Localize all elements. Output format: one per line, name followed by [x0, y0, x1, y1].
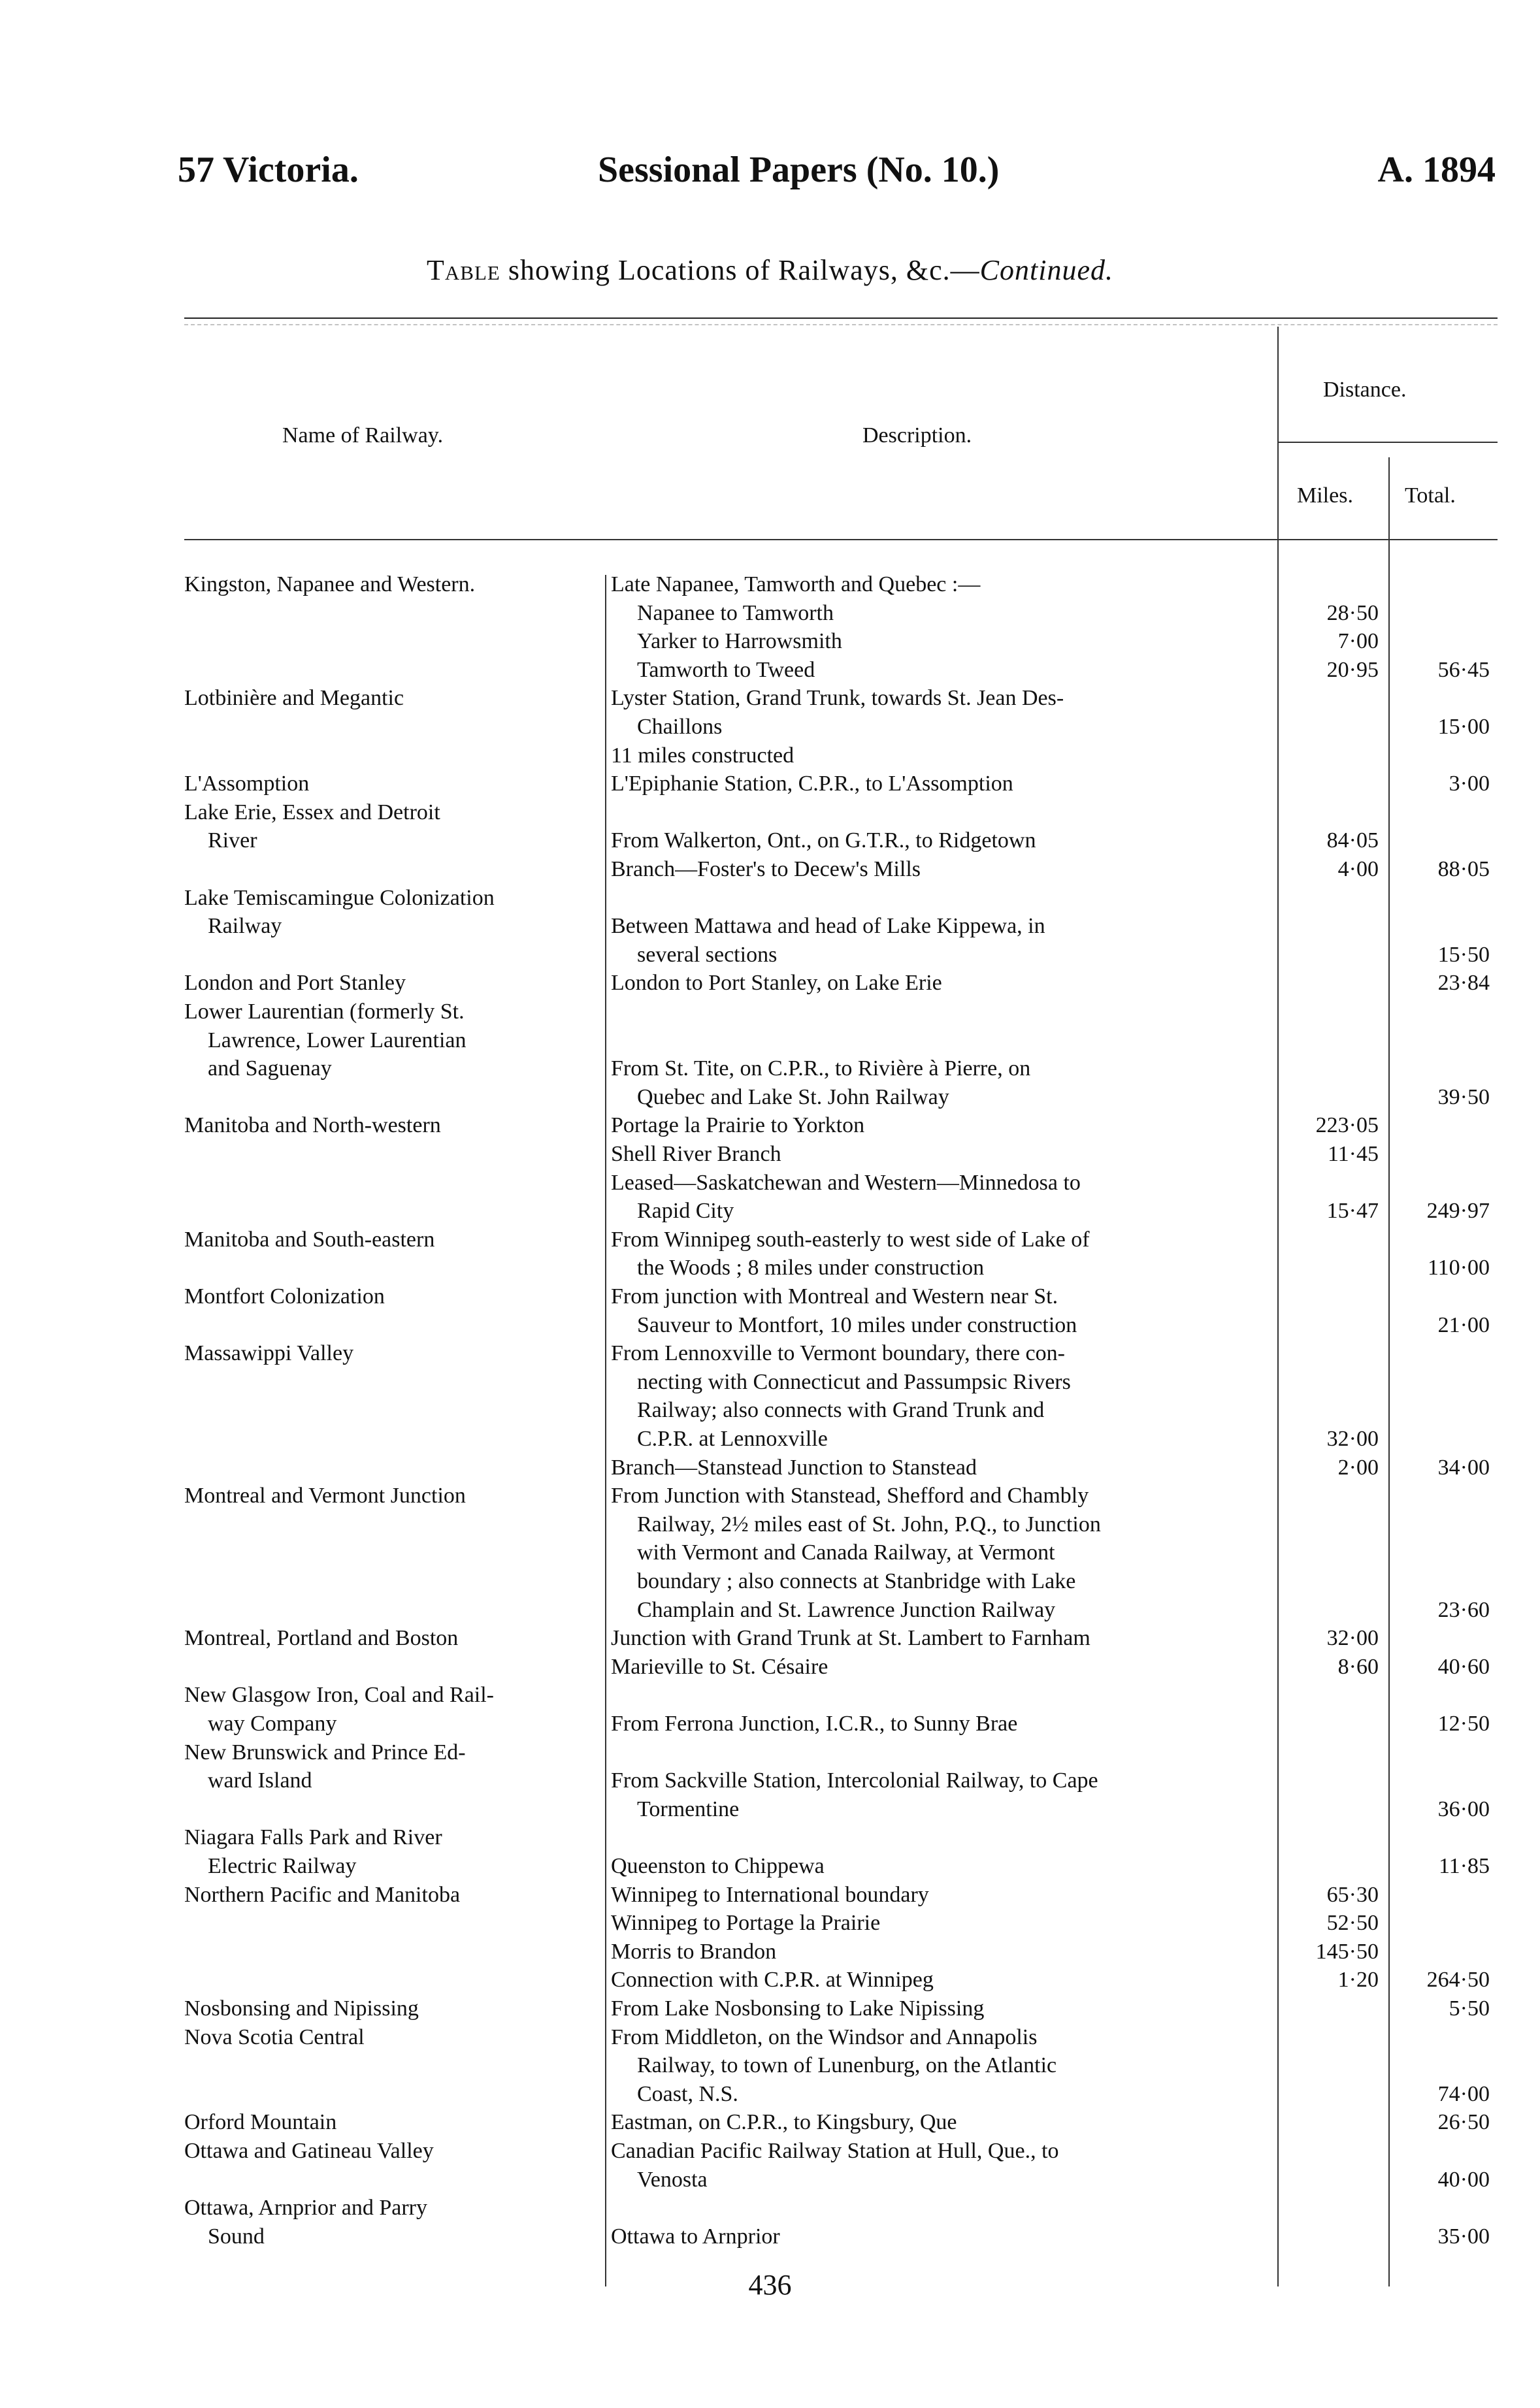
total-value: 36·00	[1437, 1797, 1490, 1821]
railway-name: Niagara Falls Park and River	[184, 1825, 442, 1849]
railway-name: River	[208, 828, 257, 853]
total-value: 40·00	[1437, 2168, 1490, 2192]
railway-name: Northern Pacific and Manitoba	[184, 1883, 461, 1907]
route-description: Lyster Station, Grand Trunk, towards St. Jean Des-	[611, 686, 1064, 710]
route-description: L'Epiphanie Station, C.P.R., to L'Assomption	[611, 772, 1013, 796]
route-description: From junction with Montreal and Western near St.	[611, 1284, 1058, 1309]
route-description: Railway, 2½ miles east of St. John, P.Q., to Junction	[637, 1512, 1101, 1537]
miles-value: 20·95	[1326, 658, 1379, 682]
total-value: 56·45	[1437, 658, 1490, 682]
railway-name: Montfort Colonization	[184, 1284, 385, 1309]
route-description: Canadian Pacific Railway Station at Hull, Que., to	[611, 2139, 1059, 2163]
route-description: From Lake Nosbonsing to Lake Nipissing	[611, 1996, 985, 2021]
top-rule	[184, 317, 1498, 319]
railway-name: Kingston, Napanee and Western.	[184, 572, 476, 596]
total-value: 249·97	[1426, 1199, 1490, 1223]
railway-name: Electric Railway	[208, 1854, 357, 1878]
total-value: 3·00	[1449, 772, 1490, 796]
column-header-distance: Distance.	[1323, 378, 1407, 402]
total-value: 35·00	[1437, 2224, 1490, 2249]
miles-value: 4·00	[1337, 857, 1379, 881]
route-description: Morris to Brandon	[611, 1940, 777, 1964]
total-value: 39·50	[1437, 1085, 1490, 1109]
railway-name: Railway	[208, 914, 282, 938]
railway-name: ward Island	[208, 1768, 312, 1793]
miles-value: 32·00	[1326, 1626, 1379, 1650]
column-header-total: Total.	[1405, 483, 1456, 508]
railway-name: Lake Temiscamingue Colonization	[184, 886, 495, 910]
route-description: Leased—Saskatchewan and Western—Minnedosa to	[611, 1171, 1081, 1195]
railway-name: Manitoba and South-eastern	[184, 1228, 435, 1252]
railway-name: Nova Scotia Central	[184, 2025, 365, 2049]
route-description: From Lennoxville to Vermont boundary, there con-	[611, 1341, 1065, 1365]
table-title	[0, 253, 1540, 287]
total-value: 26·50	[1437, 2110, 1490, 2134]
table-title-lead: Table	[427, 254, 500, 286]
miles-value: 8·60	[1337, 1655, 1379, 1679]
total-value: 12·50	[1437, 1712, 1490, 1736]
route-description: Railway; also connects with Grand Trunk and	[637, 1398, 1045, 1422]
route-description: From Sackville Station, Intercolonial Railway, to Cape	[611, 1768, 1098, 1793]
miles-value: 28·50	[1326, 601, 1379, 625]
header-session: 57 Victoria.	[178, 150, 359, 190]
railway-name: Nosbonsing and Nipissing	[184, 1996, 419, 2021]
route-description: Ottawa to Arnprior	[611, 2224, 780, 2249]
railway-name: Manitoba and North-western	[184, 1113, 441, 1137]
railway-name: Ottawa and Gatineau Valley	[184, 2139, 434, 2163]
route-description: 11 miles constructed	[611, 743, 795, 768]
header-bottom-rule	[184, 539, 1498, 540]
railway-name: way Company	[208, 1712, 337, 1736]
route-description: London to Port Stanley, on Lake Erie	[611, 971, 942, 995]
column-header-miles: Miles.	[1297, 483, 1353, 508]
total-value: 15·50	[1437, 943, 1490, 967]
route-description: From Middleton, on the Windsor and Annapolis	[611, 2025, 1038, 2049]
total-value: 110·00	[1427, 1256, 1490, 1280]
route-description: Quebec and Lake St. John Railway	[637, 1085, 949, 1109]
route-description: Connection with C.P.R. at Winnipeg	[611, 1968, 934, 1992]
total-value: 34·00	[1437, 1456, 1490, 1480]
column-header-description: Description.	[862, 423, 972, 447]
route-description: Shell River Branch	[611, 1142, 781, 1166]
miles-value: 2·00	[1337, 1456, 1379, 1480]
route-description: From St. Tite, on C.P.R., to Rivière à Pierre, on	[611, 1056, 1031, 1081]
total-value: 88·05	[1437, 857, 1490, 881]
miles-value: 65·30	[1326, 1883, 1379, 1907]
total-value: 40·60	[1437, 1655, 1490, 1679]
railway-name: Lotbinière and Megantic	[184, 686, 404, 710]
route-description: Portage la Prairie to Yorkton	[611, 1113, 865, 1137]
route-description: Marieville to St. Césaire	[611, 1655, 828, 1679]
route-description: From Walkerton, Ont., on G.T.R., to Ridgetown	[611, 828, 1036, 853]
railway-name: New Glasgow Iron, Coal and Rail-	[184, 1683, 495, 1707]
railway-name: L'Assomption	[184, 772, 310, 796]
total-value: 74·00	[1437, 2082, 1490, 2106]
route-description: Junction with Grand Trunk at St. Lambert to Farnham	[611, 1626, 1090, 1650]
route-description: Napanee to Tamworth	[637, 601, 834, 625]
table-title-middle: showing Locations of Railways, &c.—	[500, 254, 980, 286]
route-description: necting with Connecticut and Passumpsic Rivers	[637, 1370, 1071, 1394]
railway-name: and Saguenay	[208, 1056, 332, 1081]
route-description: Rapid City	[637, 1199, 734, 1223]
route-description: Yarker to Harrowsmith	[637, 629, 842, 653]
railway-name: Orford Mountain	[184, 2110, 337, 2134]
railway-name: Montreal, Portland and Boston	[184, 1626, 459, 1650]
route-description: Champlain and St. Lawrence Junction Railway	[637, 1598, 1056, 1622]
route-description: the Woods ; 8 miles under construction	[637, 1256, 985, 1280]
railway-name: New Brunswick and Prince Ed-	[184, 1740, 466, 1765]
route-description: Railway, to town of Lunenburg, on the Atlantic	[637, 2053, 1057, 2077]
miles-value: 7·00	[1337, 629, 1379, 653]
column-header-name: Name of Railway.	[282, 423, 444, 447]
miles-value: 84·05	[1326, 828, 1379, 853]
page-number: 436	[748, 2269, 792, 2301]
route-description: Coast, N.S.	[637, 2082, 738, 2106]
total-value: 23·84	[1437, 971, 1490, 995]
route-description: From Junction with Stanstead, Shefford and Chambly	[611, 1484, 1089, 1508]
distance-header-rule	[1277, 442, 1498, 443]
route-description: Venosta	[637, 2168, 708, 2192]
route-description: Branch—Stanstead Junction to Stanstead	[611, 1456, 977, 1480]
total-value: 5·50	[1449, 1996, 1490, 2021]
railway-name: Lawrence, Lower Laurentian	[208, 1028, 467, 1052]
miles-value: 15·47	[1326, 1199, 1379, 1223]
route-description: Between Mattawa and head of Lake Kippewa, in	[611, 914, 1045, 938]
miles-value: 11·45	[1327, 1142, 1379, 1166]
miles-value: 52·50	[1326, 1911, 1379, 1935]
route-description: Winnipeg to Portage la Prairie	[611, 1911, 881, 1935]
total-value: 11·85	[1438, 1854, 1490, 1878]
route-description: Eastman, on C.P.R., to Kingsbury, Que	[611, 2110, 957, 2134]
total-value: 23·60	[1437, 1598, 1490, 1622]
route-description: C.P.R. at Lennoxville	[637, 1427, 828, 1451]
miles-value: 223·05	[1315, 1113, 1379, 1137]
route-description: Winnipeg to International boundary	[611, 1883, 929, 1907]
route-description: Tamworth to Tweed	[637, 658, 815, 682]
railway-name: Ottawa, Arnprior and Parry	[184, 2196, 428, 2220]
route-description: boundary ; also connects at Stanbridge with Lake	[637, 1569, 1076, 1593]
total-value: 15·00	[1437, 715, 1490, 739]
railway-name: London and Port Stanley	[184, 971, 406, 995]
railway-name: Massawippi Valley	[184, 1341, 354, 1365]
route-description: Queenston to Chippewa	[611, 1854, 825, 1878]
route-description: Chaillons	[637, 715, 723, 739]
top-rule-secondary	[184, 324, 1498, 325]
route-description: Tormentine	[637, 1797, 740, 1821]
total-value: 264·50	[1426, 1968, 1490, 1992]
miles-value: 1·20	[1337, 1968, 1379, 1992]
header-title: Sessional Papers (No. 10.)	[598, 150, 1000, 190]
table-title-continued: Continued.	[979, 254, 1113, 286]
route-description: From Winnipeg south-easterly to west side of Lake of	[611, 1228, 1090, 1252]
railway-name: Montreal and Vermont Junction	[184, 1484, 466, 1508]
route-description: Late Napanee, Tamworth and Quebec :—	[611, 572, 981, 596]
column-divider-total	[1388, 457, 1390, 2286]
miles-value: 32·00	[1326, 1427, 1379, 1451]
miles-value: 145·50	[1315, 1940, 1379, 1964]
route-description: Branch—Foster's to Decew's Mills	[611, 857, 921, 881]
route-description: several sections	[637, 943, 778, 967]
route-description: From Ferrona Junction, I.C.R., to Sunny Brae	[611, 1712, 1018, 1736]
route-description: with Vermont and Canada Railway, at Vermont	[637, 1540, 1055, 1565]
route-description: Sauveur to Montfort, 10 miles under construction	[637, 1313, 1077, 1337]
total-value: 21·00	[1437, 1313, 1490, 1337]
header-year: A. 1894	[1377, 150, 1496, 190]
railway-name: Lower Laurentian (formerly St.	[184, 1000, 465, 1024]
railway-name: Sound	[208, 2224, 265, 2249]
railway-name: Lake Erie, Essex and Detroit	[184, 800, 440, 824]
